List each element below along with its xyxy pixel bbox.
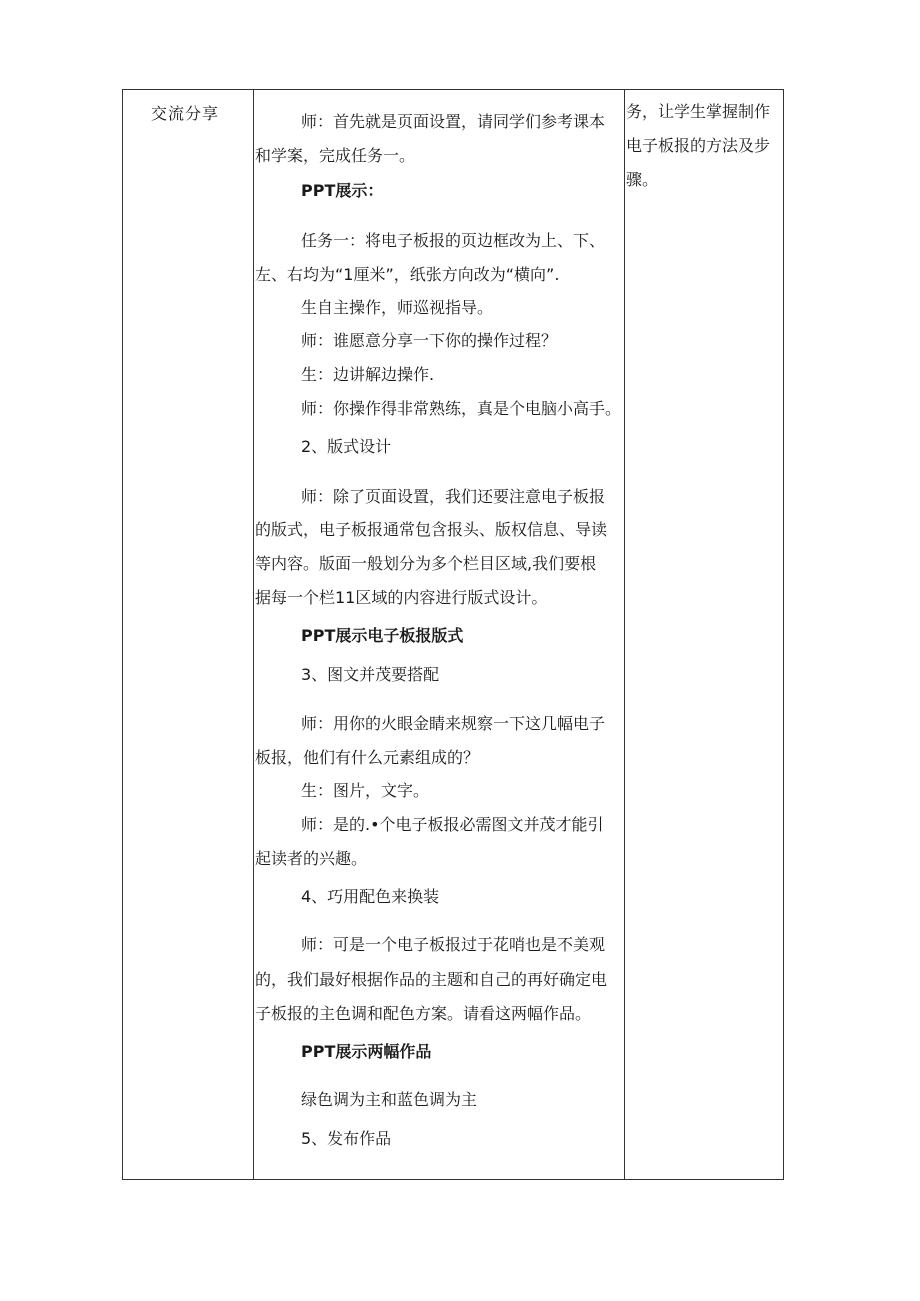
lesson-line: 任务一：将电子板报的页边框改为上、下、 <box>301 231 606 250</box>
lesson-line: 4、巧用配色来换装 <box>301 887 440 906</box>
section-label: 交流分享 <box>151 104 220 123</box>
lesson-line: 和学案，完成任务一。 <box>255 146 416 165</box>
lesson-line: 师：用你的火眼金睛来规察一下这几幅电子 <box>301 714 606 733</box>
lesson-line: 左、右均为“1厘米”，纸张方向改为“横向”. <box>255 265 560 284</box>
intent-line: 电子板报的方法及步 <box>626 136 771 155</box>
lesson-line: 生自主操作，师巡视指导。 <box>301 298 494 317</box>
column-divider-1 <box>253 90 254 1179</box>
lesson-line: 生：图片，文字。 <box>301 781 430 800</box>
intent-line: 骤。 <box>626 170 659 189</box>
lesson-table <box>122 89 784 1180</box>
intent-line: 务，让学生掌握制作 <box>626 102 771 121</box>
lesson-line: 师：可是一个电子板报过于花哨也是不美观 <box>301 935 606 954</box>
lesson-line: 绿色调为主和蓝色调为主 <box>301 1090 478 1109</box>
lesson-line: 师：是的.•个电子板报必需图文并茂才能引 <box>301 815 604 834</box>
lesson-line: 起读者的兴趣。 <box>255 849 368 868</box>
lesson-line: 师：谁愿意分享一下你的操作过程？ <box>301 331 558 350</box>
lesson-line: 2、版式设计 <box>301 437 392 456</box>
lesson-line: PPT展示电子板报版式 <box>301 626 464 645</box>
lesson-line: 的版式，电子板报通常包含报头、版权信息、导读 <box>255 520 608 539</box>
lesson-line: 据每一个栏11区域的内容进行版式设计。 <box>255 588 548 607</box>
lesson-line: 的，我们最好根据作品的主题和自己的再好确定电 <box>255 970 608 989</box>
lesson-line: PPT展示： <box>301 181 384 200</box>
lesson-line: 师：首先就是页面设置，请同学们参考课本 <box>301 112 606 131</box>
lesson-line: 师：除了页面设置，我们还要注意电子板报 <box>301 487 606 506</box>
lesson-line: 子板报的主色调和配色方案。请看这两幅作品。 <box>255 1004 592 1023</box>
lesson-line: 师：你操作得非常熟练，真是个电脑小高手。 <box>301 399 622 418</box>
column-divider-2 <box>624 90 625 1179</box>
lesson-line: 生：边讲解边操作. <box>301 365 435 384</box>
lesson-line: PPT展示两幅作品 <box>301 1042 432 1061</box>
lesson-line: 板报，他们有什么元素组成的？ <box>255 748 480 767</box>
lesson-line: 3、图文并茂要搭配 <box>301 665 440 684</box>
lesson-line: 等内容。版面一般划分为多个栏目区域,我们要根 <box>255 554 597 573</box>
lesson-line: 5、发布作品 <box>301 1129 392 1148</box>
